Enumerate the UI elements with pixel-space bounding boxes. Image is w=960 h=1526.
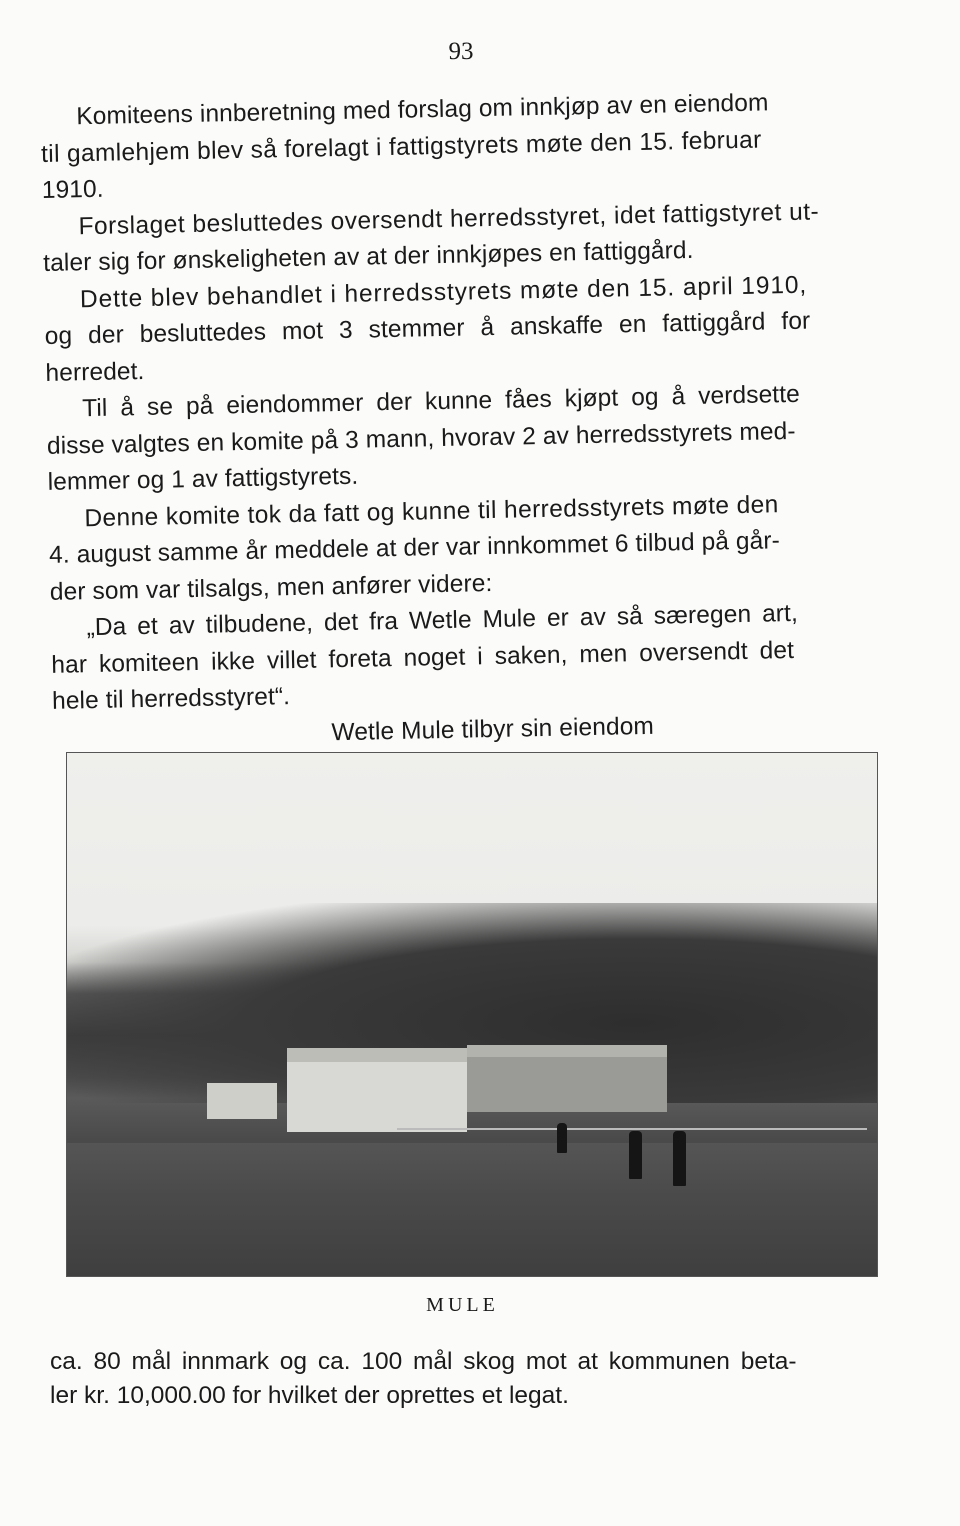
text-line: ca. 80 mål innmark og ca. 100 mål skog mot at kommunen beta- bbox=[50, 1348, 797, 1375]
text-line: lemmer og 1 av fattigstyrets. bbox=[47, 462, 359, 496]
text-line: herredet. bbox=[45, 357, 145, 387]
text-line: Til å se på eiendommer der kunne fåes kjøpt og å verdsette bbox=[81, 380, 801, 423]
paragraph-5 bbox=[48, 484, 900, 611]
text-line: taler sig for ønskeligheten av at der innkjøpes en fattiggård. bbox=[43, 236, 694, 277]
text-line: disse valgtes en komite på 3 mann, hvorav 2 av herredsstyrets med- bbox=[46, 417, 796, 460]
page-number: 93 bbox=[448, 38, 474, 65]
quote-paragraph bbox=[50, 594, 902, 721]
paragraph-3 bbox=[44, 265, 896, 392]
text-line: Komiteens innberetning med forslag om innkjøp av en eiendom bbox=[76, 89, 769, 131]
subheading: Wetle Mule tilbyr sin eiendom bbox=[331, 712, 655, 746]
fence bbox=[397, 1128, 867, 1130]
text-line: 4. august samme år meddele at der var innkommet 6 tilbud på går- bbox=[48, 527, 781, 569]
text-line: har komiteen ikke villet foreta noget i saken, men oversendt det bbox=[51, 636, 795, 679]
person-figure bbox=[557, 1123, 567, 1153]
farm-photograph bbox=[66, 752, 878, 1277]
figure-caption: MULE bbox=[426, 1294, 499, 1316]
text-line: Forslaget besluttedes oversendt herredsstyret, idet fattigstyret ut- bbox=[78, 197, 820, 240]
text-line: Dette blev behandlet i herredsstyrets møte den 15. april 1910, bbox=[79, 271, 808, 313]
person-figure bbox=[673, 1131, 686, 1186]
text-line: til gamlehjem blev så forelagt i fattigstyrets møte den 15. februar bbox=[40, 126, 762, 168]
person-figure bbox=[629, 1131, 642, 1179]
text-line: og der besluttedes mot 3 stemmer å anskaffe en fattiggård for bbox=[44, 307, 811, 350]
closing-text bbox=[50, 1345, 892, 1413]
text-line: der som var tilsalgs, men anfører videre: bbox=[49, 569, 493, 606]
text-line: ler kr. 10,000.00 for hvilket der oprettes et legat. bbox=[50, 1382, 569, 1409]
barn bbox=[467, 1045, 667, 1112]
text-line: 1910. bbox=[41, 175, 104, 204]
main-farmhouse bbox=[287, 1048, 467, 1132]
text-line: Denne komite tok da fatt og kunne til herredsstyrets møte den bbox=[84, 490, 779, 532]
body-text bbox=[40, 83, 903, 757]
paragraph-4 bbox=[46, 375, 898, 502]
text-line: „Da et av tilbudene, det fra Wetle Mule er av så særegen art, bbox=[86, 599, 799, 642]
paragraph-1 bbox=[40, 83, 892, 210]
text-line: hele til herredsstyret“. bbox=[51, 683, 291, 715]
meadow bbox=[67, 1143, 877, 1276]
small-house bbox=[207, 1083, 277, 1119]
